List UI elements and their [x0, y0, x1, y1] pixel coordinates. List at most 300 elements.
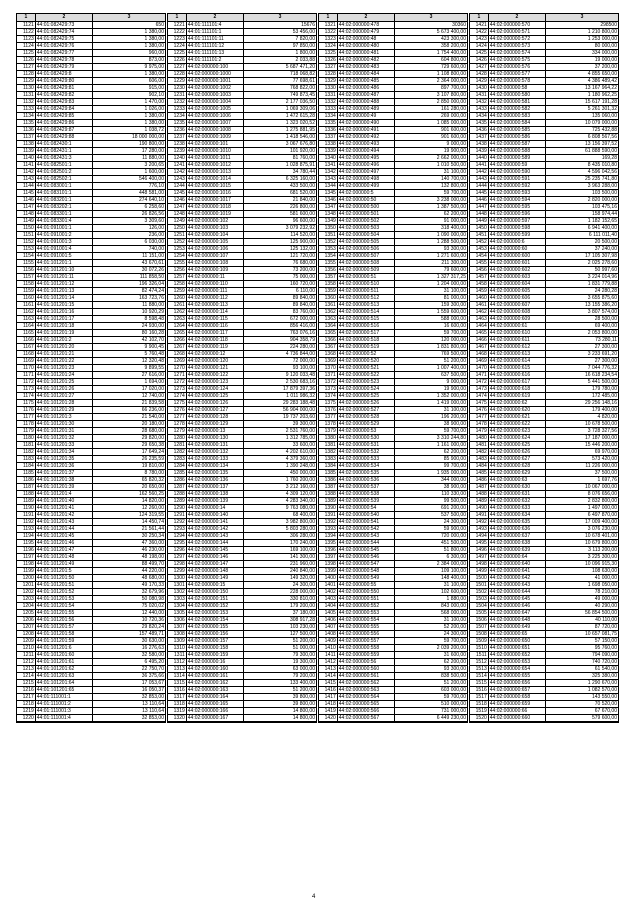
row-number: 1188: [17, 491, 36, 497]
cadastral-value: 6 325 160,00: [285, 176, 315, 182]
row-number: 1327: [319, 64, 338, 70]
cadastral-value: 1 698 050,00: [587, 582, 617, 588]
cadastral-number: 44:01:101201:55: [36, 610, 93, 616]
cadastral-value: 358 200,00: [440, 43, 466, 49]
row-number: 1408: [319, 631, 338, 637]
cadastral-number: 44:01:101201:25: [36, 379, 93, 385]
cadastral-number: 44:02:000000:582: [489, 106, 546, 112]
cadastral-value: 318 400,00: [440, 225, 466, 231]
cadastral-value: 1 380,00: [144, 113, 164, 119]
row-number: 1132: [17, 99, 36, 105]
cadastral-value: 10 678 401,00: [585, 533, 617, 539]
cadastral-value: 11 880,00: [142, 155, 164, 161]
cadastral-value: 308 917,28: [289, 617, 315, 623]
cadastral-value: 61 888 590,00: [585, 148, 617, 154]
row-number: 1237: [168, 134, 187, 140]
table-row: [168, 680, 316, 687]
cadastral-value: 70 520,00: [594, 701, 617, 707]
row-number: 1199: [17, 568, 36, 574]
cadastral-number: 44:02:000000:658: [489, 694, 546, 700]
row-number: 1429: [470, 78, 489, 84]
cadastral-value: 6 495,20: [144, 659, 164, 665]
cadastral-number: 44:02:000000:649: [489, 624, 546, 630]
cadastral-value: 228 000,00: [289, 589, 315, 595]
cadastral-number: 44:02:000000:534: [338, 463, 395, 469]
row-number: 1209: [17, 638, 36, 644]
cadastral-value: 224 280,00: [289, 344, 315, 350]
cadastral-number: 44:02:000000:613: [489, 351, 546, 357]
cadastral-number: 44:02:000000:585: [489, 127, 546, 133]
table-row: [17, 57, 165, 64]
table-row: [319, 85, 467, 92]
table-row: [17, 463, 165, 470]
cadastral-value: 729 600,00: [440, 64, 466, 70]
row-number: 1445: [470, 190, 489, 196]
row-number: 1493: [470, 526, 489, 532]
cadastral-value: 1 069 309,06: [285, 106, 315, 112]
cadastral-number: 44:02:000000:58: [489, 85, 546, 91]
cadastral-value: 7 044 776,32: [587, 365, 617, 371]
cadastral-number: 44:02:000000:492: [338, 134, 395, 140]
cadastral-value: 20 500,00: [594, 239, 617, 245]
cadastral-value: 1 380,00: [144, 43, 164, 49]
cadastral-value: 114 520,00: [290, 232, 315, 238]
cadastral-number: 44:02:000000:516: [338, 323, 395, 329]
cadastral-number: 44:02:000000:614: [489, 358, 546, 364]
row-number: 1139: [17, 148, 36, 154]
table-row: [17, 589, 165, 596]
row-number: 1454: [470, 253, 489, 259]
cadastral-value: 3 224 014,96: [587, 274, 617, 280]
row-number: 1326: [319, 57, 338, 63]
table-row: [319, 36, 467, 43]
table-row: [168, 218, 316, 225]
cadastral-value: 37 240,00: [594, 246, 617, 252]
column-header: 1: [17, 14, 36, 21]
row-number: 1138: [17, 141, 36, 147]
table-row: [470, 645, 618, 652]
cadastral-number: 44:01:082429:83: [36, 99, 93, 105]
row-number: 1491: [470, 512, 489, 518]
row-number: 1291: [168, 512, 187, 518]
cadastral-value: 14 800,00: [292, 715, 315, 721]
cadastral-value: 1 380,00: [144, 36, 164, 42]
cadastral-value: 1 390 248,00: [285, 463, 315, 469]
cadastral-number: 44:02:000000:508: [338, 260, 395, 266]
cadastral-value: 48 680,00: [141, 575, 164, 581]
row-number: 1308: [168, 631, 187, 637]
row-number: 1331: [319, 92, 338, 98]
table-row: [17, 407, 165, 414]
row-number: 1134: [17, 113, 36, 119]
row-number: 1143: [17, 176, 36, 182]
cadastral-value: 157 489,71: [138, 631, 164, 637]
row-number: 1300: [168, 575, 187, 581]
table-row: [17, 673, 165, 680]
cadastral-value: 52 200,00: [443, 624, 466, 630]
cadastral-number: 44:01:101201:62: [36, 666, 93, 672]
row-number: 1420: [319, 715, 338, 721]
row-number: 1369: [319, 358, 338, 364]
row-number: 1222: [168, 29, 187, 35]
cadastral-number: 44:01:101201:35: [36, 456, 93, 462]
row-number: 1183: [17, 456, 36, 462]
row-number: 1257: [168, 274, 187, 280]
cadastral-number: 44:02:000000:514: [338, 309, 395, 315]
cadastral-value: 190 800,00: [138, 141, 164, 147]
cadastral-value: 4 379 360,00: [285, 456, 315, 462]
row-number: 1487: [470, 484, 489, 490]
cadastral-number: 44:02:000000:151: [187, 596, 244, 602]
row-number: 1366: [319, 337, 338, 343]
faint-header-marks: [260, 2, 370, 10]
cadastral-number: 44:01:111001:4: [36, 715, 93, 721]
row-number: 1497: [470, 554, 489, 560]
cadastral-value: 725 432,88: [591, 127, 617, 133]
table-row: [470, 680, 618, 687]
cadastral-number: 44:02:000000:141: [187, 519, 244, 525]
table-row: [319, 708, 467, 715]
table-row: [319, 50, 467, 57]
table-row: [17, 169, 165, 176]
row-number: 1508: [470, 631, 489, 637]
row-number: 1494: [470, 533, 489, 539]
cadastral-number: 44:01:101201:45: [36, 533, 93, 539]
row-number: 1152: [17, 239, 36, 245]
table-row: [470, 162, 618, 169]
row-number: 1411: [319, 652, 338, 658]
row-number: 1472: [470, 379, 489, 385]
row-number: 1404: [319, 603, 338, 609]
cadastral-number: 44:01:101201:21: [36, 351, 93, 357]
row-number: 1201: [17, 582, 36, 588]
cadastral-value: 87 720,00: [594, 624, 617, 630]
row-number: 1202: [17, 589, 36, 595]
row-number: 1468: [470, 351, 489, 357]
row-number: 1488: [470, 491, 489, 497]
table-row: [17, 365, 165, 372]
row-number: 1248: [168, 211, 187, 217]
row-number: 1356: [319, 267, 338, 273]
cadastral-value: 59 700,00: [443, 638, 466, 644]
cadastral-number: 44:02:000000:109: [187, 267, 244, 273]
cadastral-number: 44:01:101201:24: [36, 372, 93, 378]
cadastral-number: 44:02:000000:633: [489, 505, 546, 511]
row-number: 1297: [168, 554, 187, 560]
cadastral-value: 17 280,00: [141, 148, 164, 154]
cadastral-value: 9 899,55: [144, 365, 164, 371]
cadastral-value: 108 630,00: [591, 568, 617, 574]
column-header: 3: [580, 14, 584, 20]
row-number: 1250: [168, 225, 187, 231]
table-row: [470, 519, 618, 526]
cadastral-value: 22 750,70: [141, 666, 164, 672]
cadastral-table: [16, 13, 620, 723]
table-row: [168, 442, 316, 449]
cadastral-number: 44:01:101201:56: [36, 617, 93, 623]
table-row: [470, 428, 618, 435]
cadastral-value: 29 650,38: [141, 442, 164, 448]
row-number: 1519: [470, 708, 489, 714]
cadastral-value: 856 416,00: [289, 323, 315, 329]
cadastral-number: 44:01:101201:53: [36, 596, 93, 602]
row-number: 1503: [470, 596, 489, 602]
table-row: [319, 582, 467, 589]
cadastral-value: 603 000,00: [440, 687, 466, 693]
cadastral-value: 29 820,00: [141, 435, 164, 441]
cadastral-number: 44:02:000000:493: [338, 141, 395, 147]
cadastral-value: 31 100,00: [443, 288, 466, 294]
table-row: [168, 638, 316, 645]
cadastral-number: 44:02:000000:553: [338, 610, 395, 616]
cadastral-number: 44:02:000000:54: [338, 505, 395, 511]
table-row: [17, 484, 165, 491]
row-number: 1335: [319, 120, 338, 126]
cadastral-value: 169,28: [601, 155, 617, 161]
table-row: [17, 498, 165, 505]
row-number: 1345: [319, 190, 338, 196]
table-row: [17, 687, 165, 694]
row-number: 1424: [470, 43, 489, 49]
cadastral-number: 44:01:101201:50: [36, 575, 93, 581]
table-row: [17, 624, 165, 631]
cadastral-value: 85 900,00: [443, 456, 466, 462]
cadastral-number: 44:02:000000:500: [338, 204, 395, 210]
table-row: [17, 617, 165, 624]
cadastral-value: 56 854 500,00: [585, 610, 617, 616]
cadastral-number: 44:01:083001:1: [36, 183, 93, 189]
cadastral-value: 17 020,00: [141, 386, 164, 392]
cadastral-number: 44:02:000000:515: [338, 316, 395, 322]
table-row: [319, 232, 467, 239]
cadastral-number: 44:01:082429:73: [36, 22, 93, 28]
table-row: [470, 386, 618, 393]
row-number: 1255: [168, 260, 187, 266]
cadastral-value: 103 475,16: [591, 204, 617, 210]
table-row: [17, 470, 165, 477]
row-number: 1490: [470, 505, 489, 511]
cadastral-value: 901 600,00: [440, 134, 466, 140]
cadastral-value: 915,00: [148, 85, 164, 91]
cadastral-number: 44:02:000000:549: [338, 575, 395, 581]
table-row: [470, 323, 618, 330]
row-number: 1432: [470, 99, 489, 105]
table-row: [470, 316, 618, 323]
cadastral-value: 9 000,00: [446, 141, 466, 147]
table-row: [319, 211, 467, 218]
cadastral-number: 44:01:111101:4: [187, 22, 244, 28]
cadastral-value: 330 810,00: [289, 596, 315, 602]
table-row: [470, 169, 618, 176]
cadastral-number: 44:02:000000:118: [187, 337, 244, 343]
table-row: [319, 428, 467, 435]
table-row: [319, 253, 467, 260]
cadastral-value: 15 446 200,00: [585, 442, 617, 448]
row-number: 1482: [470, 449, 489, 455]
table-row: [319, 169, 467, 176]
cadastral-number: 44:02:000000:642: [489, 575, 546, 581]
table-row: [319, 393, 467, 400]
row-number: 1229: [168, 78, 187, 84]
cadastral-number: 44:01:101201:29: [36, 407, 93, 413]
cadastral-value: 172 485,00: [591, 393, 617, 399]
row-number: 1313: [168, 666, 187, 672]
cadastral-number: 44:02:000000:587: [489, 141, 546, 147]
row-number: 1383: [319, 456, 338, 462]
cadastral-value: 73 200,00: [292, 267, 315, 273]
row-number: 1194: [17, 533, 36, 539]
cadastral-value: 149 320,00: [289, 575, 315, 581]
cadastral-number: 44:02:000000:592: [489, 183, 546, 189]
row-number: 1196: [17, 547, 36, 553]
cadastral-number: 44:02:000000:654: [489, 666, 546, 672]
cadastral-number: 44:02:000000:167: [187, 715, 244, 721]
table-row: [17, 533, 165, 540]
table-row: [17, 386, 165, 393]
table-row: [319, 596, 467, 603]
row-number: 1307: [168, 624, 187, 630]
row-number: 1263: [168, 316, 187, 322]
cadastral-value: 274 640,10: [138, 197, 164, 203]
row-number: 1247: [168, 204, 187, 210]
cadastral-number: 44:02:000000:14: [187, 505, 244, 511]
cadastral-number: 44:01:101201:28: [36, 400, 93, 406]
cadastral-number: 44:02:000000:484: [338, 71, 395, 77]
cadastral-value: 31 600,00: [443, 652, 466, 658]
table-row: [319, 43, 467, 50]
cadastral-value: 1 011 986,32: [286, 393, 315, 399]
cadastral-value: 211 300,00: [441, 260, 466, 266]
table-row: [319, 64, 467, 71]
table-row: [470, 36, 618, 43]
row-number: 1364: [319, 323, 338, 329]
cadastral-value: 49 000,00: [594, 596, 617, 602]
cadastral-value: 3 113 200,00: [588, 547, 617, 553]
cadastral-number: 44:02:000000:544: [338, 540, 395, 546]
cadastral-value: 269 000,00: [440, 113, 466, 119]
row-number: 1278: [168, 421, 187, 427]
cadastral-number: 44:02:000000:499: [338, 183, 395, 189]
column-header: 2: [338, 14, 395, 21]
table-row: [319, 176, 467, 183]
cadastral-number: 44:02:000000:1016: [187, 190, 244, 196]
cadastral-value: 1 108 800,00: [436, 71, 466, 77]
table-row: [319, 456, 467, 463]
table-row: [168, 463, 316, 470]
row-number: 1355: [319, 260, 338, 266]
table-row: [470, 407, 618, 414]
cadastral-number: 44:02:000000:655: [489, 673, 546, 679]
table-row: [168, 589, 316, 596]
row-number: 1130: [17, 85, 36, 91]
table-row: [168, 673, 316, 680]
table-row: [168, 302, 316, 309]
cadastral-number: 44:02:000000:535: [338, 470, 395, 476]
cadastral-number: 44:02:000000:621: [489, 414, 546, 420]
table-row: [168, 29, 316, 36]
cadastral-number: 44:02:000000:64: [489, 554, 546, 560]
cadastral-number: 44:02:000000:628: [489, 463, 546, 469]
table-row: [168, 624, 316, 631]
cadastral-number: 44:02:000000:1012: [187, 162, 244, 168]
table-row: [470, 253, 618, 260]
cadastral-number: 44:02:000000:566: [338, 708, 395, 714]
table-row: [17, 176, 165, 183]
row-number: 1505: [470, 610, 489, 616]
row-number: 1277: [168, 414, 187, 420]
cadastral-value: 93 100,00: [292, 365, 315, 371]
table-row: [470, 379, 618, 386]
cadastral-number: 44:02:000000:615: [489, 365, 546, 371]
row-number: 1444: [470, 183, 489, 189]
cadastral-number: 44:02:000000:148: [187, 568, 244, 574]
row-number: 1365: [319, 330, 338, 336]
cadastral-value: 1 028 875,91: [285, 162, 315, 168]
cadastral-number: 44:02:000000:495: [338, 155, 395, 161]
column-header: 1: [168, 14, 187, 21]
table-row: [168, 43, 316, 50]
table-row: [470, 57, 618, 64]
row-number: 1147: [17, 204, 36, 210]
cadastral-number: 44:02:000000:597: [489, 218, 546, 224]
row-number: 1442: [470, 169, 489, 175]
table-row: [168, 414, 316, 421]
cadastral-value: 3 728 327,56: [587, 428, 617, 434]
table-row: [168, 652, 316, 659]
table-row: [17, 183, 165, 190]
cadastral-value: 50 080,98: [141, 596, 164, 602]
table-row: [17, 603, 165, 610]
cadastral-value: 5 687 471,20: [285, 64, 315, 70]
row-number: 1252: [168, 239, 187, 245]
cadastral-value: 121 720,00: [289, 253, 315, 259]
row-number: 1382: [319, 449, 338, 455]
cadastral-number: 44:02:000000:160: [187, 666, 244, 672]
cadastral-number: 44:02:000000:646: [489, 603, 546, 609]
row-number: 1128: [17, 71, 36, 77]
cadastral-number: 44:02:000000:50: [338, 197, 395, 203]
cadastral-number: 44:01:101201:17: [36, 316, 93, 322]
table-row: [168, 288, 316, 295]
cadastral-value: 1 007 400,00: [436, 365, 466, 371]
cadastral-number: 44:02:000000:5: [338, 190, 395, 196]
cadastral-number: 44:02:000000:609: [489, 316, 546, 322]
cadastral-value: 2 662 000,00: [436, 155, 466, 161]
row-number: 1511: [470, 652, 489, 658]
cadastral-value: 740 720,00: [591, 659, 617, 665]
row-number: 1258: [168, 281, 187, 287]
table-row: [319, 92, 467, 99]
table-row: [470, 218, 618, 225]
cadastral-number: 44:01:083301:1: [36, 211, 93, 217]
table-row: [168, 533, 316, 540]
row-number: 1434: [470, 113, 489, 119]
table-row: [168, 407, 316, 414]
table-row: [470, 71, 618, 78]
cadastral-value: 2 177 036,50: [285, 99, 315, 105]
row-number: 1236: [168, 127, 187, 133]
row-number: 1417: [319, 694, 338, 700]
cadastral-value: 873,00: [148, 57, 164, 63]
row-number: 1413: [319, 666, 338, 672]
row-number: 1135: [17, 120, 36, 126]
cadastral-value: 10 067 000,00: [585, 484, 617, 490]
cadastral-number: 44:02:000000:638: [489, 540, 546, 546]
row-number: 1310: [168, 645, 187, 651]
row-number: 1480: [470, 435, 489, 441]
cadastral-number: 44:01:111001:3: [36, 708, 93, 714]
cadastral-value: 93 300,00: [443, 666, 466, 672]
